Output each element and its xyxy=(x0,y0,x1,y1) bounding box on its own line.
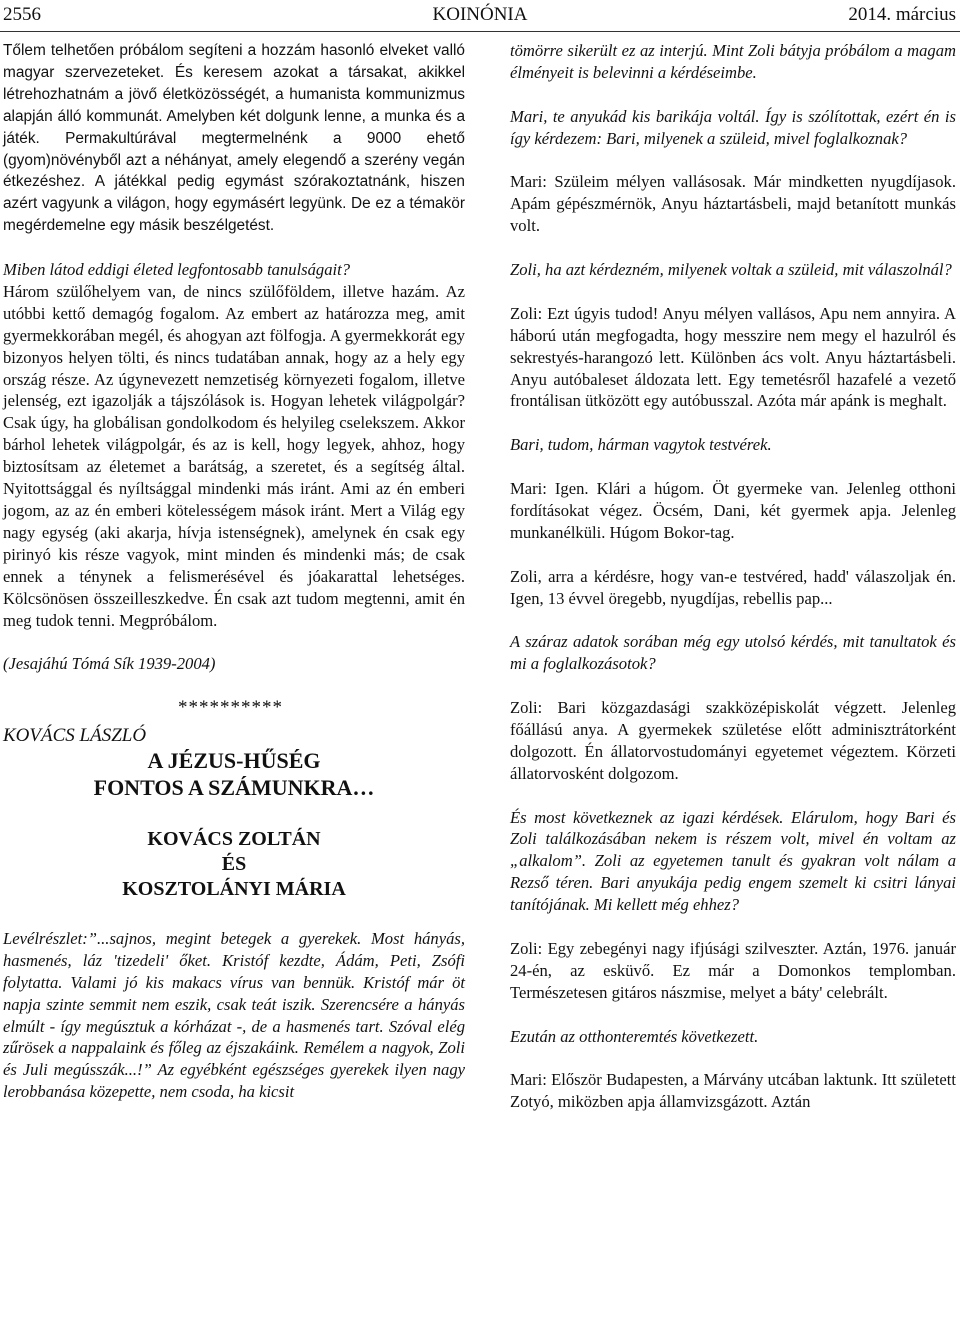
issue-date: 2014. március xyxy=(848,4,956,25)
answer-meeting: Zoli: Egy zebegényi nagy ifjúsági szilveszter. Aztán, 1976. január 24-én, az esküvő. Ez már a Domonkos templomban. Természetesen gitáros nászmise, melyet a báty' celebrált. xyxy=(510,938,956,1002)
interview-answer: Három szülőhelyem van, de nincs szülőföldem, illetve hazám. Az utóbbi kettő demagóg fogalom. Az embert az határozza meg, amit gyermekkorában megél, és ahogyan azt fölfogja. A gyermekkorát egy bizonyos helyen tölti, és nincs tudatában annak, hogy az a hely egy ország része. Az úgynevezett nemzetiség környezeti fogalom, illetve jelenség, ezt igazolják a tájszólások is. Hogyan lehetek világpolgár? Csak úgy, ha globálisan gondolkodom és helyileg cselekszem. Akkor bárhol lehetek világpolgár, és az is kell, hogy legyek, ahhoz, hogy biztosítsam az életemet a barátság, a szeretet, és a segítség által. Nyitottsággal és nyíltsággal mindenki más iránt. Ami az én emberi jogom, az az én emberi kötelességem mások iránt. Mert a Világ egy nagy egység (aki akarja, hívja istenségnek), amelynek én csak egy pirinyó kis része vagyok, mint minden és mindenki más; de csak ennek a ténynek a felismerésével és jóakarattal lehetséges. Kölcsönösen összeilleszkedve. Én csak azt tudom megtenni, amit én meg tudok tenni. Megpróbálom. xyxy=(3,281,465,630)
answer-siblings-mari: Mari: Igen. Klári a húgom. Öt gyermeke van. Jelenleg otthoni fordításokat végez. Öcsém, Dani, két gyermek apja. Jelenleg munkanélküli. Húgom Bokor-tag. xyxy=(510,479,956,542)
question-studies: A száraz adatok sorában még egy utolsó kérdés, mit tanultatok és mi a foglalkozásotok? xyxy=(510,632,956,674)
question-home: Ezután az otthonteremtés következett. xyxy=(510,1026,759,1046)
interview-question: Miben látod eddigi életed legfontosabb tanulságait? xyxy=(3,260,351,280)
right-column xyxy=(510,40,956,1113)
right-paragraph-1: tömörre sikerült ez az interjú. Mint Zoli bátyja próbálom a magam élményeit is belevinni a kérdéseimbe. xyxy=(510,41,956,82)
answer-studies: Zoli: Bari közgazdasági szakközépiskolát végzett. Jelenleg főállású anya. A gyermekek születése előtt adminisztrátorként dolgozott. Én állatorvostudományi egyetemet végeztem. Körzeti állatorvosként dolgozom. xyxy=(510,698,956,783)
journal-name: KOINÓNIA xyxy=(432,4,528,25)
section-separator: ********** xyxy=(178,697,283,719)
article-author: KOVÁCS LÁSZLÓ xyxy=(3,725,147,747)
subtitle-line1: KOVÁCS ZOLTÁN xyxy=(147,827,321,850)
left-column xyxy=(3,40,465,1103)
question-parents-mari: Mari, te anyukád kis barikája voltál. Így is szólítottak, ezért én is így kérdezem: Bari, milyenek a szüleid, mivel foglalkoznak? xyxy=(510,106,956,148)
subtitle-line3: KOSZTOLÁNYI MÁRIA xyxy=(122,877,346,900)
article-title-line1: A JÉZUS-HŰSÉG xyxy=(147,747,321,773)
answer-parents-zoli: Zoli: Ezt úgyis tudod! Anyu mélyen vallásos, Apu nem annyira. A háború után megfogadta, hogy messzire nem megy el hazulról és sekrestyés-harangozó lett. Különben ács volt. Anyu háztartásbeli. Anyu autóbaleset áldozata lett. Egy temetésről hazafelé a vezető frontálisan ütközött egy autóbusszal. Azóta már apánk is meghalt. xyxy=(510,303,956,411)
page-header xyxy=(0,0,960,28)
subtitle-line2: ÉS xyxy=(221,852,247,875)
letter-excerpt: Levélrészlet:”...sajnos, megint betegek a gyerekek. Most hányás, hasmenés, láz 'tizedeli' őket. Kristóf kezdte, Ádám, Peti, Zsófi folytatta. Valami jó kis makacs vírus van bennük. Kristóf már öt napja szinte semmit nem eszik, csak teát iszik. Szerencsére a hányás elmúlt - így megúsztuk a kórházat -, de a hasmenés tart. Szóval elég zűrösek a nappalaink és főleg az éjszakáink. Remélem a nagyok, Zoli és Juli megússzák...!” Az egyébként egészséges gyerekek ilyen nagy lerobbanása közepette, nem csoda, ha kicsit xyxy=(3,928,465,1102)
question-meeting: És most következnek az igazi kérdések. Elárulom, hogy Bari és Zoli találkozásában nekem is részem volt, mivel én voltam az „alkalom”. Zoli az egyetemen tanult és gyakran volt nálam a Rezső téren. Bari anyukája pedig engem szemelt ki csitri lányai tanítójának. Mi kellett még ehhez? xyxy=(510,807,956,915)
question-parents-zoli: Zoli, ha azt kérdezném, milyenek voltak a szüleid, mit válaszolnál? xyxy=(510,260,952,280)
answer-parents-mari: Mari: Szüleim mélyen vallásosak. Már mindketten nyugdíjasok. Apám gépészmérnök, Anyu háztartásbeli, majd betanított munkás volt. xyxy=(510,172,956,236)
page-number: 2556 xyxy=(3,4,41,25)
signature: (Jesajáhú Tómá Sík 1939-2004) xyxy=(3,654,216,674)
question-siblings: Bari, tudom, hárman vagytok testvérek. xyxy=(510,435,772,455)
article-title-line2: FONTOS A SZÁMUNKRA… xyxy=(93,774,375,800)
header-rule xyxy=(0,31,960,32)
answer-siblings-zoli: Zoli, arra a kérdésre, hogy van-e testvéred, hadd' válaszoljak én. Igen, 13 évvel öregebb, nyugdíjas, rebellis pap... xyxy=(510,566,956,608)
intro-paragraph: Tőlem telhetően próbálom segíteni a hozzám hasonló elveket valló magyar szervezeteket. És keresem azokat a társakat, akikkel létrehozhatnám a jövő életközösségét, a humanista kommunizmus alapján álló kommunát. Amelyben két dolgunk lenne, a munka és a játék. Permakultúrával megtermelnénk a 9000 ehető (gyom)növényből azt a néhányat, amely elegendő a szerény vegán étkezéshez. A játékkal pedig egymást szórakoztatnánk, hiszen azért vagyunk a világon, hogy egymásért legyünk. De ez a témakör megérdemelne egy másik beszélgetést. xyxy=(3,42,465,235)
answer-home: Mari: Először Budapesten, a Márvány utcában laktunk. Itt született Zotyó, miközben apja államvizsgázott. Aztán xyxy=(510,1070,956,1112)
